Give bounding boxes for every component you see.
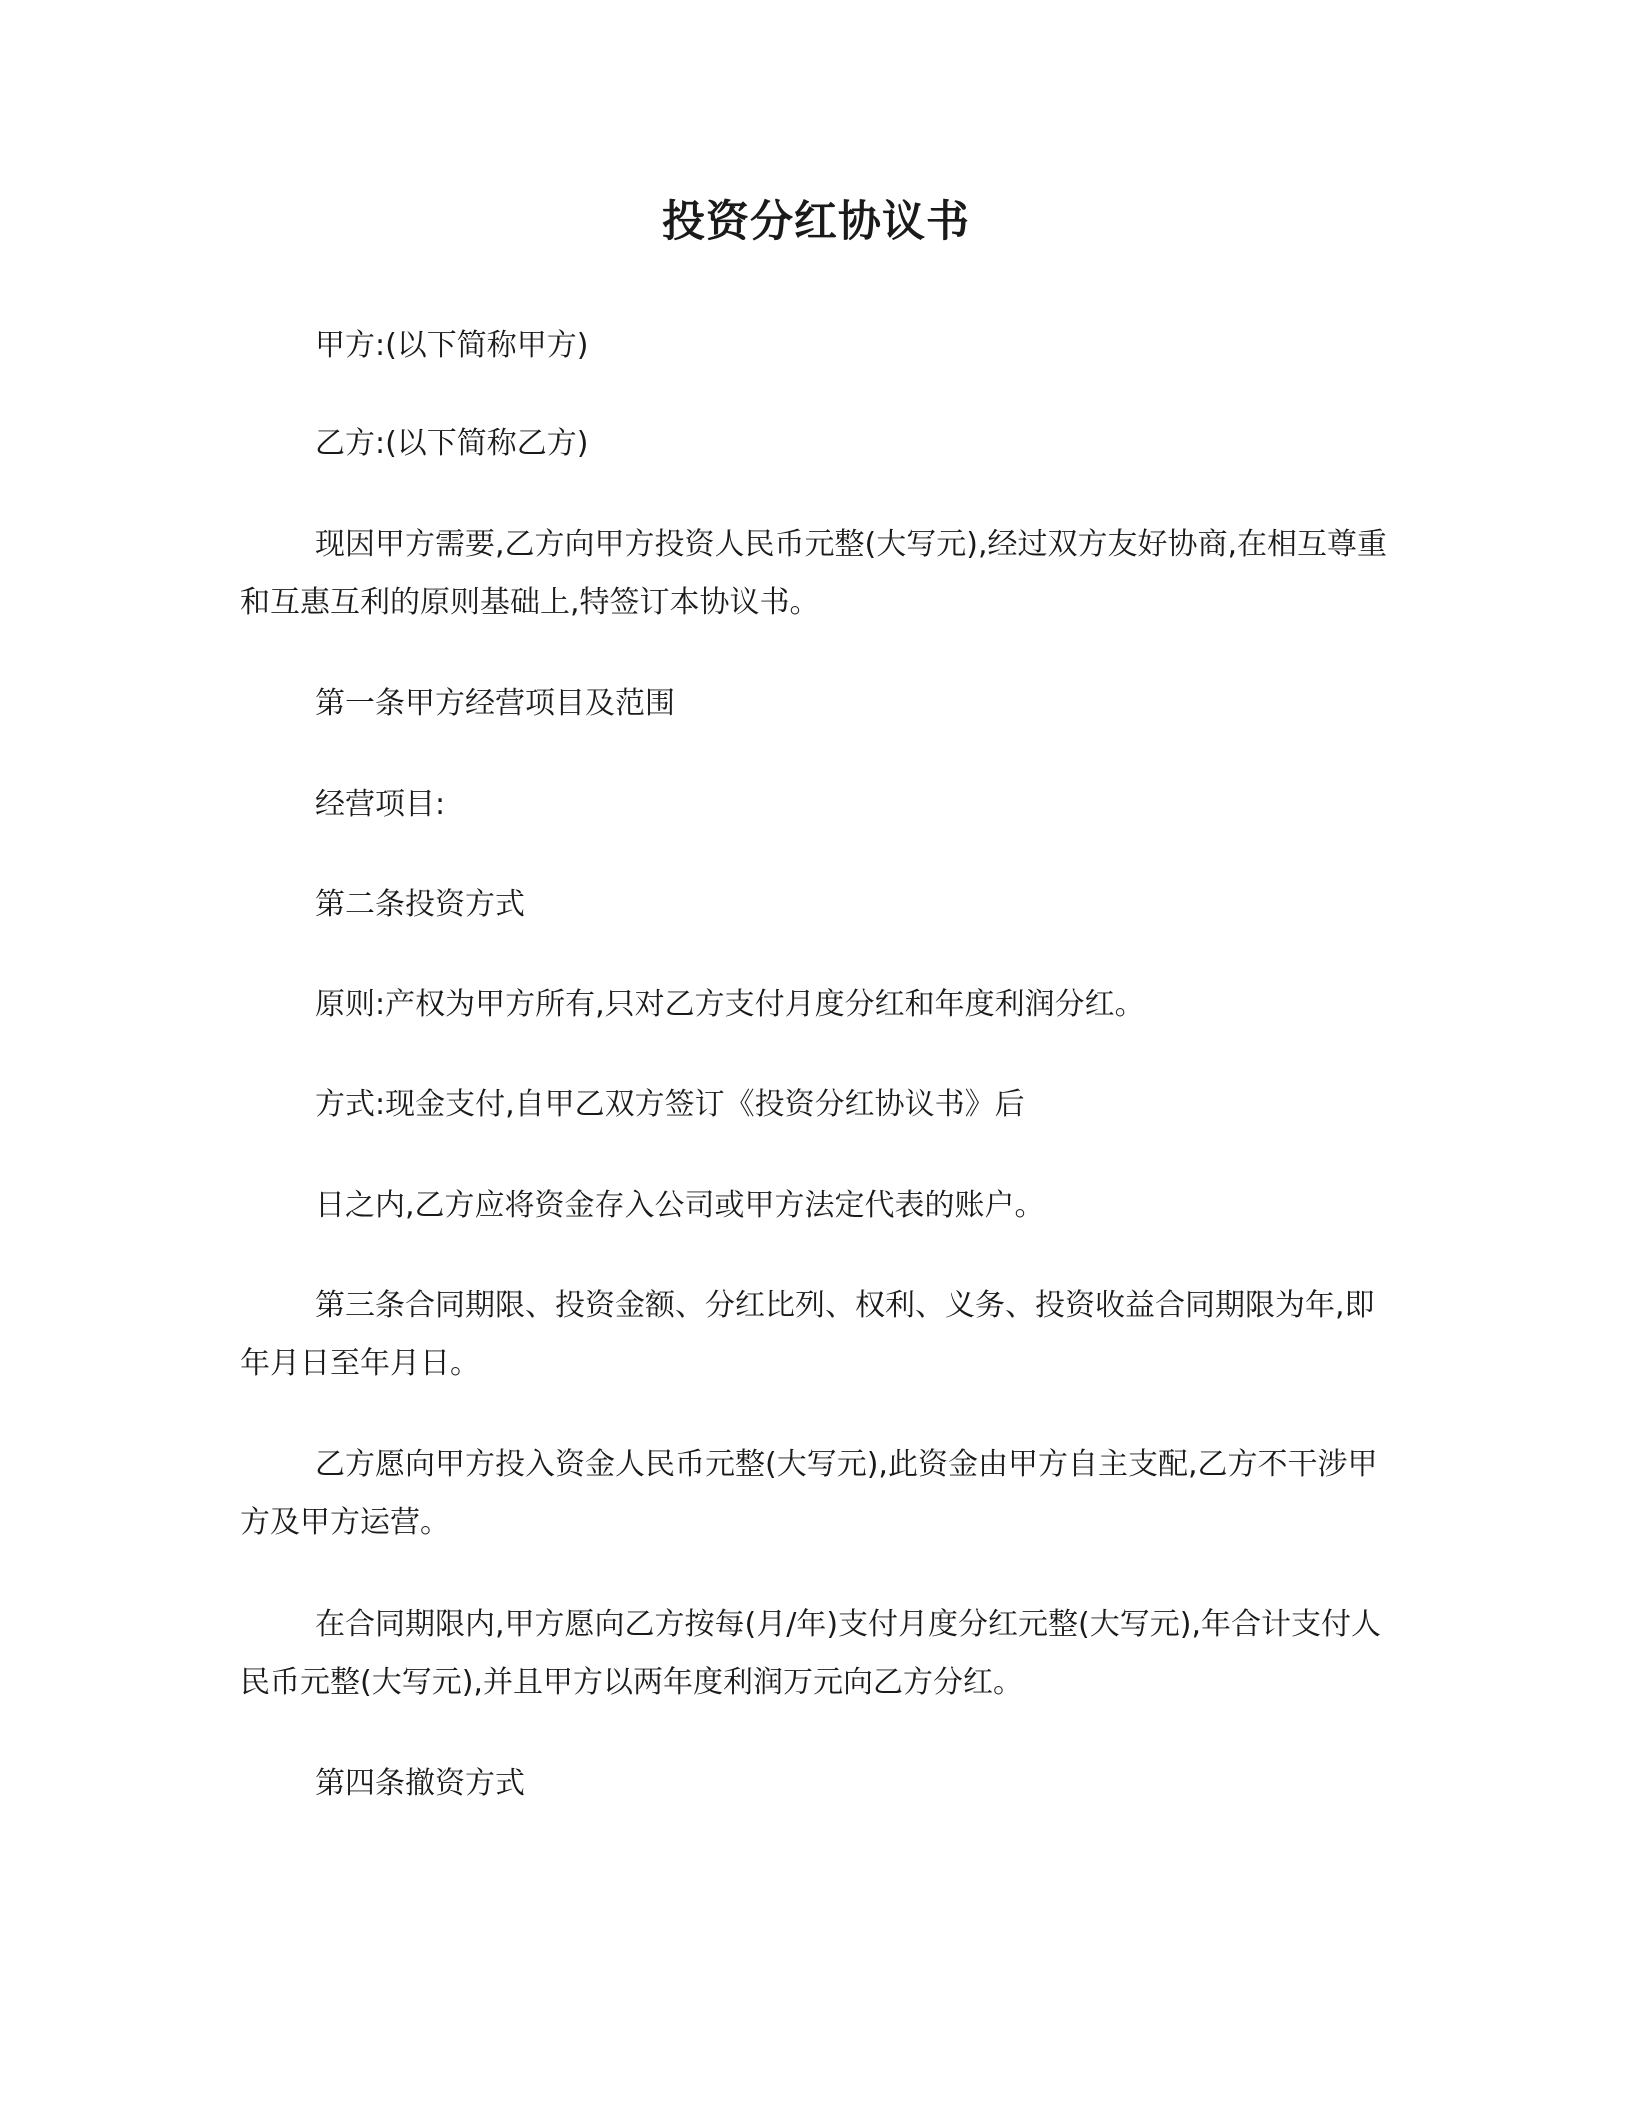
- article-1-heading: 第一条甲方经营项目及范围: [315, 686, 675, 721]
- investment-paragraph: 乙方愿向甲方投入资金人民币元整(大写元),此资金由甲方自主支配,乙方不干涉甲方及甲方运营。: [240, 1447, 1378, 1540]
- dividend-paragraph: 在合同期限内,甲方愿向乙方按每(月/年)支付月度分红元整(大写元),年合计支付人民币元整(大写元),并且甲方以两年度利润万元向乙方分红。: [240, 1607, 1381, 1700]
- preamble-paragraph: 现因甲方需要,乙方向甲方投资人民币元整(大写元),经过双方友好协商,在相互尊重和互惠互利的原则基础上,特签订本协议书。: [240, 527, 1388, 620]
- method-line: 方式:现金支付,自甲乙双方签订《投资分红协议书》后: [315, 1087, 1025, 1122]
- document-title: 投资分红协议书: [662, 197, 970, 247]
- principle-line: 原则:产权为甲方所有,只对乙方支付月度分红和年度利润分红。: [315, 987, 1145, 1022]
- business-items-line: 经营项目:: [315, 787, 446, 822]
- article-3-paragraph: 第三条合同期限、投资金额、分红比列、权利、义务、投资收益合同期限为年,即年月日至年月日。: [240, 1288, 1375, 1381]
- party-a-line: 甲方:(以下简称甲方): [315, 328, 589, 363]
- party-b-line: 乙方:(以下简称乙方): [315, 426, 589, 461]
- article-4-heading: 第四条撤资方式: [315, 1766, 525, 1801]
- deposit-line: 日之内,乙方应将资金存入公司或甲方法定代表的账户。: [315, 1188, 1045, 1223]
- article-2-heading: 第二条投资方式: [315, 887, 525, 922]
